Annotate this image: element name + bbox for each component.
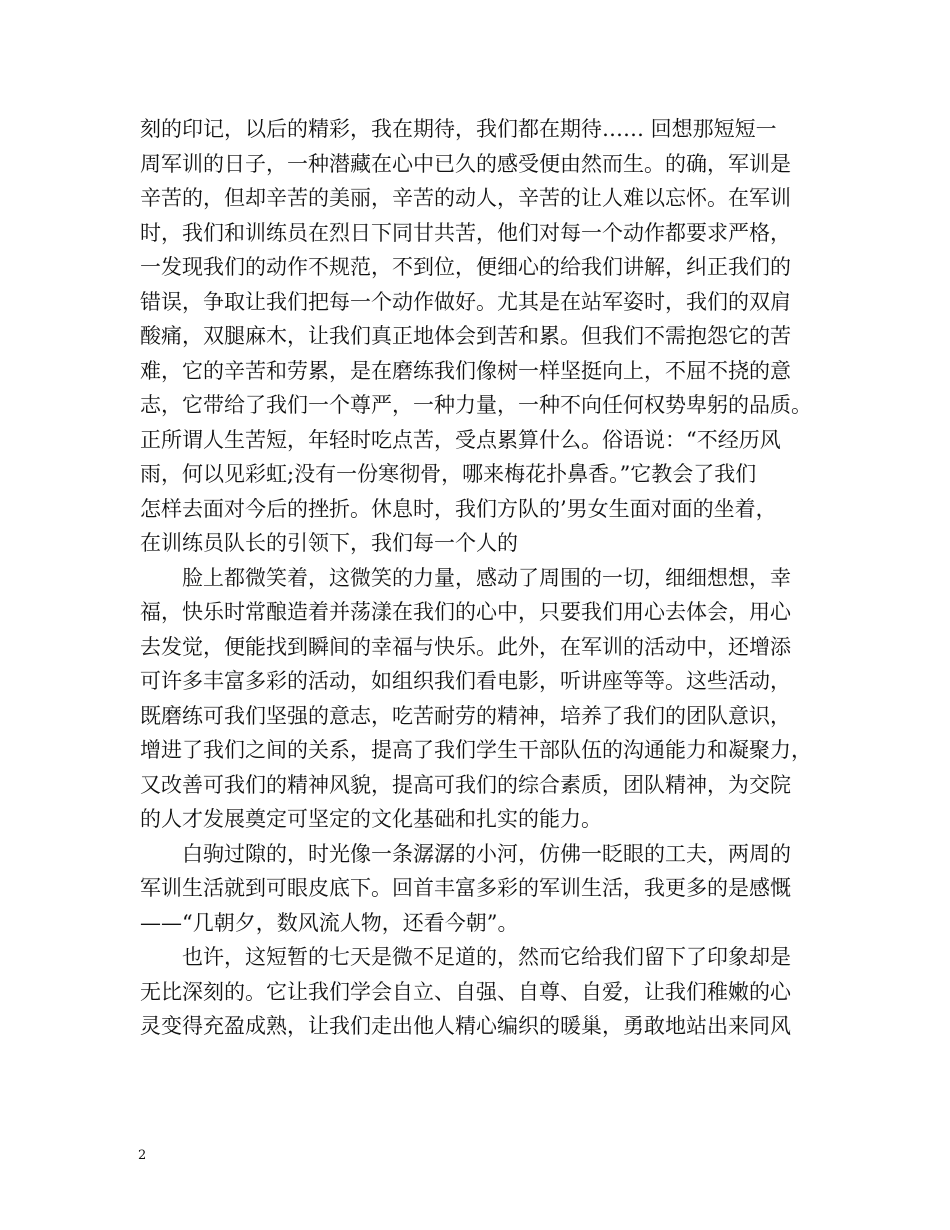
text-line: 既磨练可我们坚强的意志，吃苦耐劳的精神，培养了我们的团队意识，	[140, 703, 791, 728]
text-line: 增进了我们之间的关系，提高了我们学生干部队伍的沟通能力和凝聚力，	[140, 738, 812, 762]
text-line: 正所谓人生苦短，年轻时吃点苦，受点累算什么。俗语说：“不经历风	[140, 427, 781, 452]
text-line: 错误，争取让我们把每一个动作做好。尤其是在站军姿时，我们的双肩	[140, 289, 791, 314]
text-line: 志，它带给了我们一个尊严，一种力量，一种不向任何权势卑躬的品质。	[140, 393, 812, 417]
text-line: 又改善可我们的精神风貌，提高可我们的综合素质，团队精神，为交院	[140, 772, 791, 797]
text-line: 可许多丰富多彩的活动，如组织我们看电影，听讲座等等。这些活动，	[140, 669, 791, 693]
text-line: 也许，这短暂的七天是微不足道的，然而它给我们留下了印象却是	[182, 945, 791, 969]
text-line: 酸痛，双腿麻木，让我们真正地体会到苦和累。但我们不需抱怨它的苦	[140, 324, 791, 348]
text-line: 的人才发展奠定可坚定的文化基础和扎实的能力。	[140, 807, 602, 831]
text-line: 灵变得充盈成熟，让我们走出他人精心编织的暖巢，勇敢地站出来同风	[140, 1014, 791, 1038]
text-line: 脸上都微笑着，这微笑的力量，感动了周围的一切，细细想想，幸	[182, 565, 791, 590]
text-line: 雨，何以见彩虹;没有一份寒彻骨，哪来梅花扑鼻香。”它教会了我们	[140, 462, 757, 486]
text-line: 白驹过隙的，时光像一条潺潺的小河，仿佛一眨眼的工夫，两周的	[182, 841, 791, 866]
text-line: ——“几朝夕，数风流人物，还看今朝”。	[140, 910, 519, 935]
text-line: 一发现我们的动作不规范，不到位，便细心的给我们讲解，纠正我们的	[140, 255, 791, 279]
text-line: 无比深刻的。它让我们学会自立、自强、自尊、自爱，让我们稚嫩的心	[140, 979, 791, 1004]
text-line: 军训生活就到可眼皮底下。回首丰富多彩的军训生活，我更多的是感慨	[140, 876, 791, 900]
text-line: 在训练员队长的引领下，我们每一个人的	[140, 531, 518, 555]
page-number: 2	[138, 1148, 147, 1163]
text-line: 福，快乐时常酿造着并荡漾在我们的心中，只要我们用心去体会，用心	[140, 600, 791, 624]
text-line: 时，我们和训练员在烈日下同甘共苦，他们对每一个动作都要求严格，	[140, 220, 791, 245]
text-line: 辛苦的，但却辛苦的美丽，辛苦的动人，辛苦的让人难以忘怀。在军训	[140, 186, 791, 210]
body-text	[140, 112, 840, 1044]
text-line: 去发觉，便能找到瞬间的幸福与快乐。此外，在军训的活动中，还增添	[140, 634, 791, 659]
text-line: 怎样去面对今后的挫折。休息时，我们方队的’男女生面对面的坐着，	[140, 496, 777, 521]
text-line: 刻的印记，以后的精彩，我在期待，我们都在期待…… 回想那短短一	[140, 117, 777, 141]
text-line: 周军训的日子，一种潜藏在心中已久的感受便由然而生。的确，军训是	[140, 151, 791, 176]
text-line: 难，它的辛苦和劳累，是在磨练我们像树一样坚挺向上，不屈不挠的意	[140, 358, 791, 383]
